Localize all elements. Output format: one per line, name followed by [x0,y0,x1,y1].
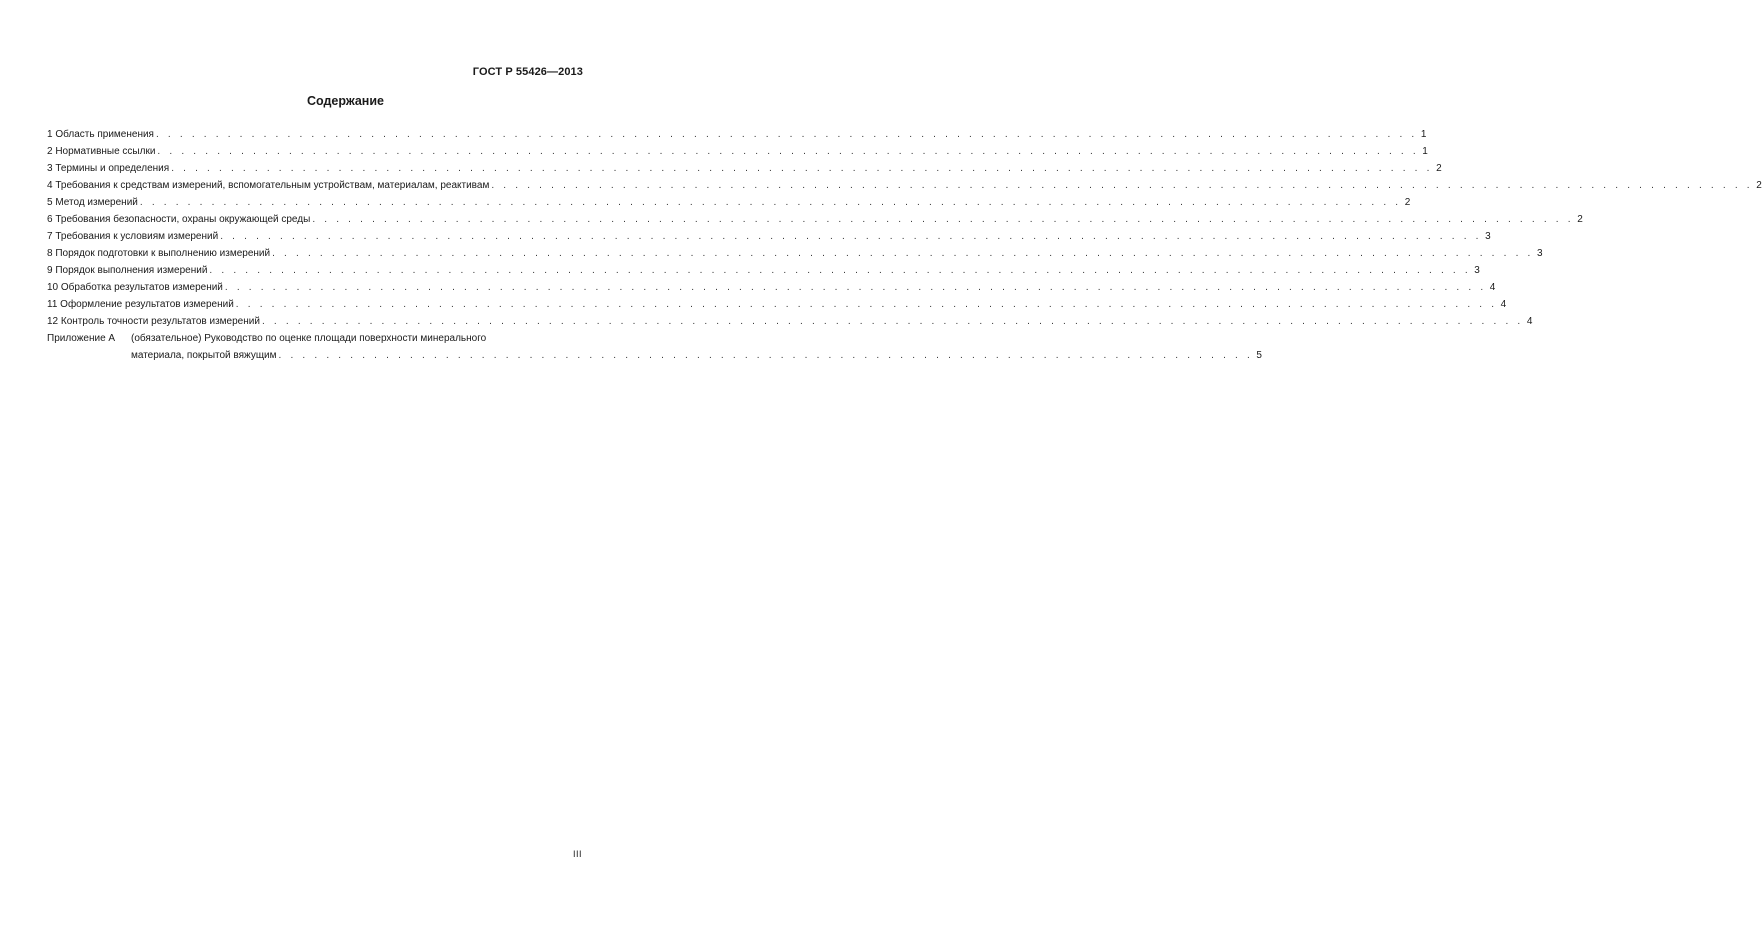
toc-entry-page: 1 [1422,146,1428,157]
appendix-description [131,330,1262,364]
toc-entry-label: 5 Метод измерений [47,197,138,208]
appendix-line-2-text: материала, покрытой вяжущим [131,350,277,361]
toc-entry-label: 3 Термины и определения [47,163,170,174]
dot-leader [225,279,1486,296]
toc-entry-label: 8 Порядок подготовки к выполнению измерений [47,248,271,259]
toc-entry-label: 12 Контроль точности результатов измерений [47,316,260,327]
toc-entry[interactable] [47,296,1507,313]
toc-title: Содержание [306,94,384,108]
toc-entry-label: 4 Требования к средствам измерений, вспомогательным устройствам, материалам, реактивам [47,180,490,191]
appendix-label: Приложение А [47,333,116,344]
toc-entry[interactable] [47,211,1583,228]
toc-entry-page: 2 [1404,197,1411,208]
dot-leader [272,245,1533,262]
toc-entry-page: 3 [1485,231,1491,242]
toc-appendix-entry[interactable] [47,330,1262,364]
toc-entry-page: 2 [1756,180,1762,191]
dot-leader [491,177,1752,194]
toc-entry[interactable] [47,177,1762,194]
dot-leader [171,160,1432,177]
dot-leader [209,262,1470,279]
toc-entry-page: 3 [1474,265,1480,276]
toc-entry[interactable] [47,279,1496,296]
dot-leader [157,143,1418,160]
toc-entry[interactable] [47,194,1411,211]
toc-entry-page: 2 [1436,163,1442,174]
toc-entry-label: 7 Требования к условиям измерений [47,231,219,242]
appendix-line-1: (обязательное) Руководство по оценке площади поверхности минерального [131,333,487,344]
dot-leader [236,296,1497,313]
table-of-contents [47,126,1762,364]
toc-entry-label: 6 Требования безопасности, охраны окружающей среды [47,214,311,225]
toc-entry-page: 2 [1577,214,1583,225]
toc-entry-label: 10 Обработка результатов измерений [47,282,223,293]
toc-entry-label: 2 Нормативные ссылки [47,146,156,157]
toc-entry-page: 1 [1420,129,1427,140]
toc-entry-label: 1 Область применения [47,129,154,140]
toc-entry[interactable] [47,143,1428,160]
toc-entry[interactable] [47,245,1543,262]
dot-leader [220,228,1481,245]
toc-entry[interactable] [47,228,1491,245]
dot-leader [279,347,1253,364]
dot-leader [262,313,1523,330]
toc-entry[interactable] [47,313,1533,330]
toc-entry-label: 9 Порядок выполнения измерений [47,265,208,276]
toc-entry-page: 4 [1526,316,1533,327]
toc-entry-page: 4 [1489,282,1496,293]
toc-entry-label: 11 Оформление результатов измерений [47,299,234,310]
appendix-line-2 [131,347,1262,364]
toc-entry-page: 4 [1500,299,1507,310]
toc-entry[interactable] [47,160,1442,177]
appendix-page: 5 [1256,350,1262,361]
dot-leader [312,211,1573,228]
page-number: III [572,849,582,859]
document-code: ГОСТ Р 55426—2013 [472,66,583,78]
toc-entry[interactable] [47,126,1427,143]
toc-entry[interactable] [47,262,1480,279]
dot-leader [156,126,1417,143]
toc-entry-page: 3 [1536,248,1543,259]
dot-leader [140,194,1401,211]
